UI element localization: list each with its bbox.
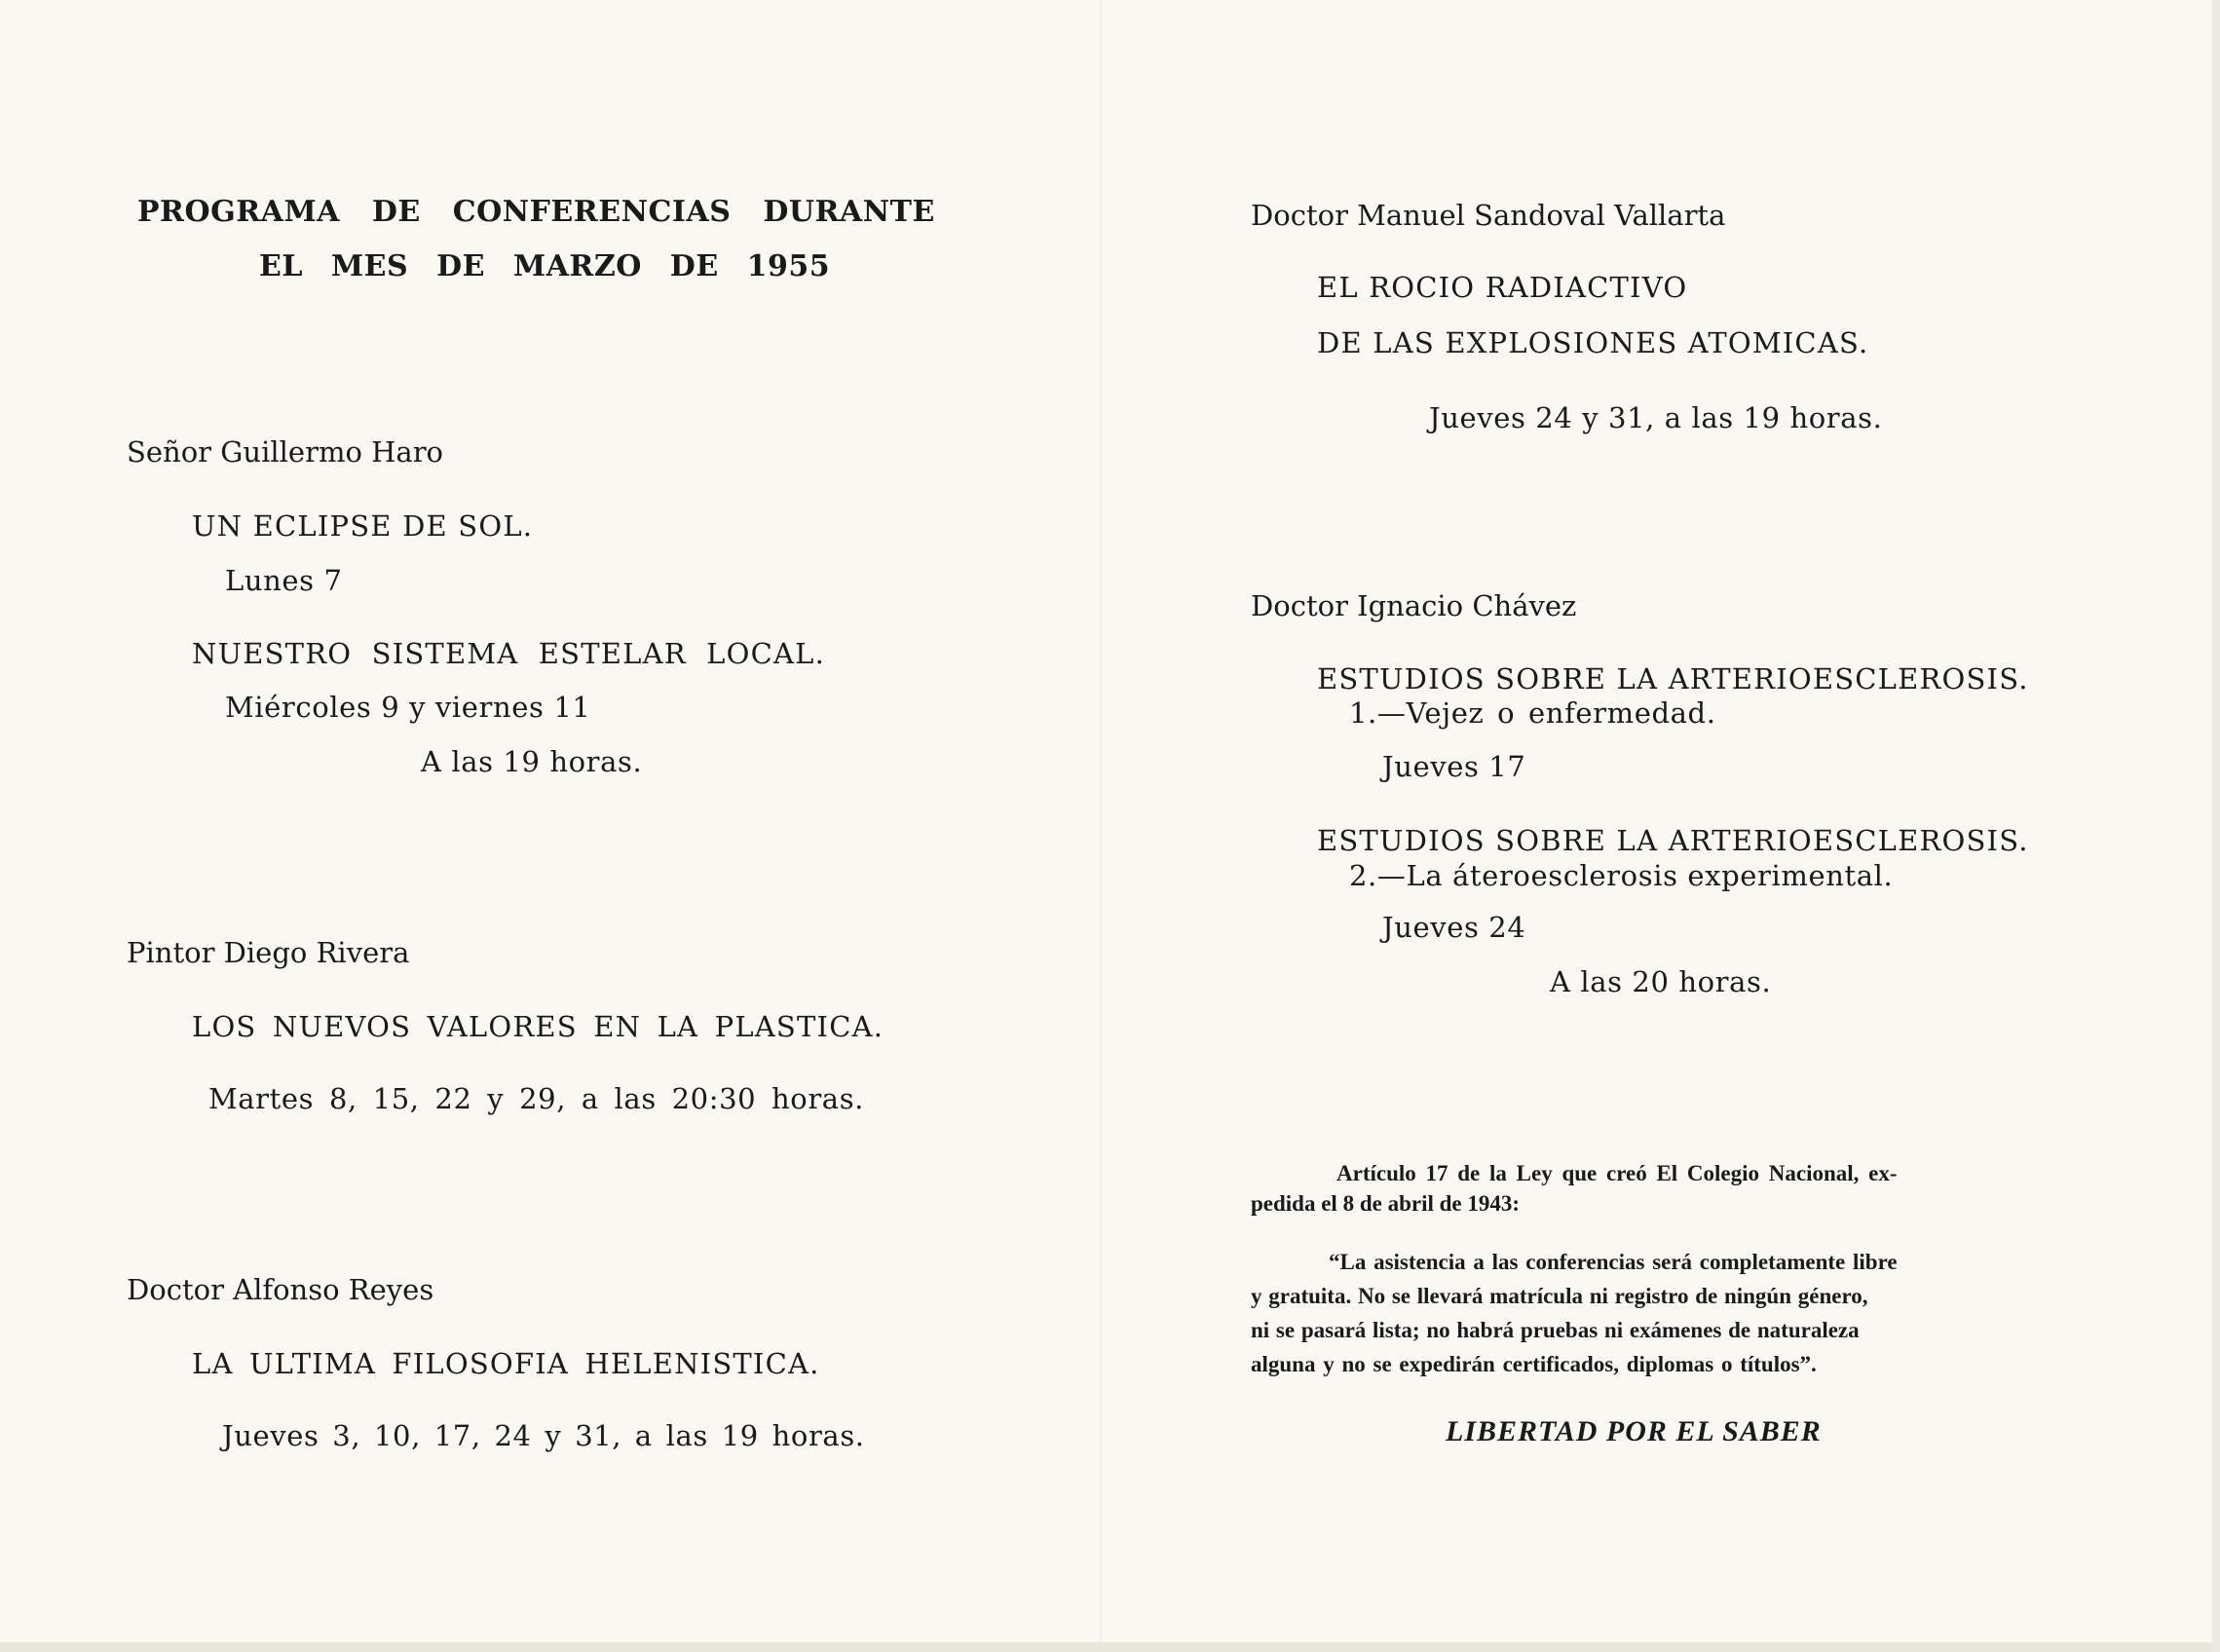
paper-right-edge xyxy=(2212,0,2220,1652)
lecture-subtitle-vejez: 1.—Vejez o enfermedad. xyxy=(1349,696,1716,730)
lecture-title-arterioesclerosis-1: ESTUDIOS SOBRE LA ARTERIOESCLEROSIS. xyxy=(1317,662,2029,695)
lecture-date-sistema-estelar: Miércoles 9 y viernes 11 xyxy=(225,691,591,724)
law-quote-line-4: alguna y no se expedirán certificados, diplomas o títulos”. xyxy=(1251,1352,1817,1376)
lecture-title-rocio-line-2: DE LAS EXPLOSIONES ATOMICAS. xyxy=(1317,326,1869,359)
lecture-date-vallarta: Jueves 24 y 31, a las 19 horas. xyxy=(1429,401,1883,434)
speaker-reyes: Doctor Alfonso Reyes xyxy=(127,1273,434,1306)
law-quote-line-1: “La asistencia a las conferencias será completamente libre xyxy=(1329,1250,1898,1274)
lecture-time-chavez: A las 20 horas. xyxy=(1550,965,1772,998)
lecture-date-eclipse: Lunes 7 xyxy=(225,564,343,597)
lecture-title-filosofia-helenistica: LA ULTIMA FILOSOFIA HELENISTICA. xyxy=(192,1347,820,1380)
motto: LIBERTAD POR EL SABER xyxy=(1446,1415,1822,1447)
heading-line-1: PROGRAMA DE CONFERENCIAS DURANTE xyxy=(137,195,935,229)
lecture-time-haro: A las 19 horas. xyxy=(421,745,643,778)
law-intro-line-2: pedida el 8 de abril de 1943: xyxy=(1251,1191,1521,1216)
lecture-title-eclipse: UN ECLIPSE DE SOL. xyxy=(192,509,534,543)
lecture-date-chavez-1: Jueves 17 xyxy=(1382,750,1526,783)
law-quote-line-3: ni se pasará lista; no habrá pruebas ni exámenes de naturaleza xyxy=(1251,1318,1860,1342)
lecture-subtitle-ateroesclerosis: 2.—La áteroesclerosis experimental. xyxy=(1349,859,1894,892)
lecture-title-sistema-estelar: NUESTRO SISTEMA ESTELAR LOCAL. xyxy=(192,637,826,670)
speaker-haro: Señor Guillermo Haro xyxy=(127,435,444,469)
lecture-date-reyes: Jueves 3, 10, 17, 24 y 31, a las 19 horas. xyxy=(222,1419,865,1452)
fold-line xyxy=(1100,0,1102,1652)
lecture-date-rivera: Martes 8, 15, 22 y 29, a las 20:30 horas. xyxy=(208,1082,865,1115)
lecture-title-valores-plastica: LOS NUEVOS VALORES EN LA PLASTICA. xyxy=(192,1010,884,1043)
speaker-rivera: Pintor Diego Rivera xyxy=(127,936,410,969)
speaker-chavez: Doctor Ignacio Chávez xyxy=(1251,589,1577,622)
law-intro-line-1: Artículo 17 de la Ley que creó El Colegio Nacional, ex- xyxy=(1336,1161,1898,1185)
lecture-title-rocio-line-1: EL ROCIO RADIACTIVO xyxy=(1317,271,1688,304)
lecture-date-chavez-2: Jueves 24 xyxy=(1382,911,1526,944)
law-quote-line-2: y gratuita. No se llevará matrícula ni registro de ningún género, xyxy=(1251,1284,1868,1308)
paper-bottom-edge xyxy=(0,1642,2220,1652)
lecture-title-arterioesclerosis-2: ESTUDIOS SOBRE LA ARTERIOESCLEROSIS. xyxy=(1317,824,2029,857)
speaker-vallarta: Doctor Manuel Sandoval Vallarta xyxy=(1251,199,1726,232)
heading-line-2: EL MES DE MARZO DE 1955 xyxy=(259,249,831,283)
